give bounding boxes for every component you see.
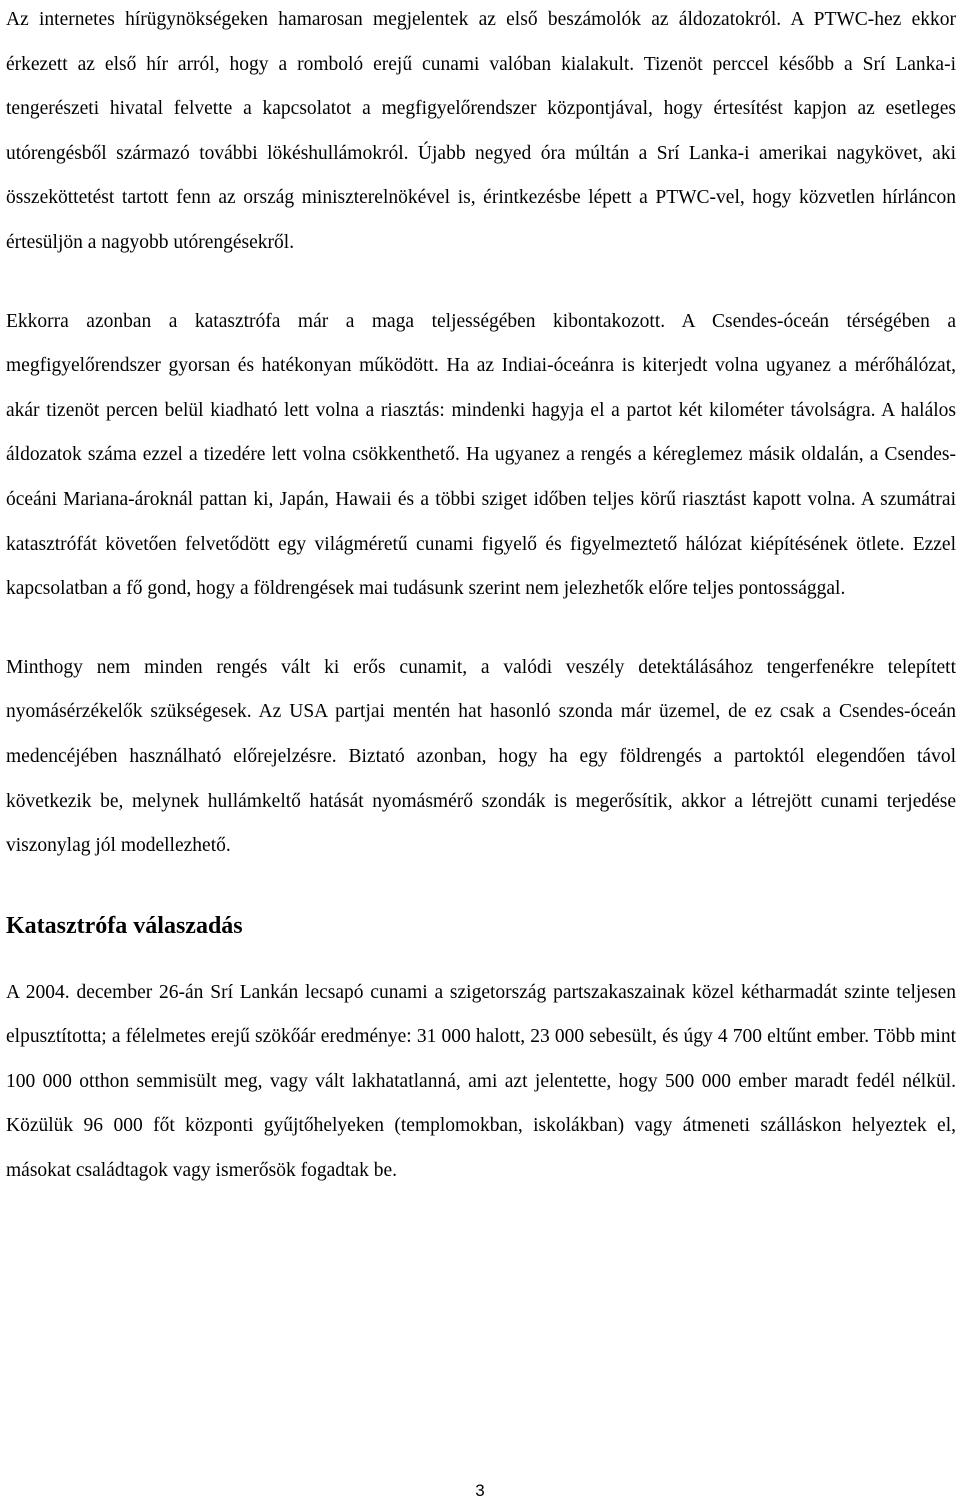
paragraph: Ekkorra azonban a katasztrófa már a maga teljességében kibontakozott. A Csendes-óceán térségében a megfigyelőrendszer gyorsan és hatékonyan működött. Ha az Indiai-óceánra is kiterjedt volna ugyanez a mérőhálózat, akár tizenöt percen belül kiadható lett volna a riasztás: mindenki hagyja el a partot két kilométer távolságra. A halálos áldozatok száma ezzel a tizedére lett volna csökkenthető. Ha ugyanez a rengés a kéreglemez másik oldalán, a Csendes-óceáni Mariana-ároknál pattan ki, Japán, Hawaii és a többi sziget időben teljes körű riasztást kapott volna. A szumátrai katasztrófát követően felvetődött egy világméretű cunami figyelő és figyelmeztető hálózat kiépítésének ötlete. Ezzel kapcsolatban a fő gond, hogy a földrengések mai tudásunk szerint nem jelezhetők előre teljes pontossággal. — [6, 310, 956, 600]
section-heading: Katasztrófa válaszadás — [6, 912, 243, 939]
paragraph-gap — [6, 612, 956, 646]
section-heading-wrapper — [6, 911, 956, 971]
paragraph-gap — [6, 266, 956, 300]
paragraph: Az internetes hírügynökségeken hamarosan megjelentek az első beszámolók az áldozatokról. A PTWC-hez ekkor érkezett az első hír arról, hogy a romboló erejű cunami valóban kialakult. Tizenöt perccel később a Srí Lanka-i tengerészeti hivatal felvette a kapcsolatot a megfigyelőrendszer központjával, hogy értesítést kapjon az esetleges utórengésből származó további lökéshullámokról. Újabb negyed óra múltán a Srí Lanka-i amerikai nagykövet, aki összeköttetést tartott fenn az ország miniszterelnökével is, érintkezésbe lépett a PTWC-vel, hogy közvetlen hírláncon értesüljön a nagyobb utórengésekről. — [6, 9, 956, 253]
page-number: 3 — [475, 1481, 485, 1500]
document-page — [6, 0, 956, 1194]
paragraph: A 2004. december 26-án Srí Lankán lecsapó cunami a szigetország partszakaszainak közel kétharmadát szinte teljesen elpusztította; a félelmetes erejű szökőár eredménye: 31 000 halott, 23 000 sebesült, és úgy 4 700 eltűnt ember. Több mint 100 000 otthon semmisült meg, vagy vált lakhatatlanná, ami azt jelentette, hogy 500 000 ember maradt fedél nélkül. Közülük 96 000 főt központi gyűjtőhelyeken (templomokban, iskolákban) vagy átmeneti szálláskon helyeztek el, másokat családtagok vagy ismerősök fogadtak be. — [6, 981, 956, 1182]
paragraph: Minthogy nem minden rengés vált ki erős cunamit, a valódi veszély detektálásához tengerfenékre telepített nyomásérzékelők szükségesek. Az USA partjai mentén hat hasonló szonda már üzemel, de ez csak a Csendes-óceán medencéjében használható előrejelzésre. Biztató azonban, hogy ha egy földrengés a partoktól elegendően távol következik be, melynek hullámkeltő hatását nyomásmérő szondák is megerősítik, akkor a létrejött cunami terjedése viszonylag jól modellezhető. — [6, 656, 956, 857]
